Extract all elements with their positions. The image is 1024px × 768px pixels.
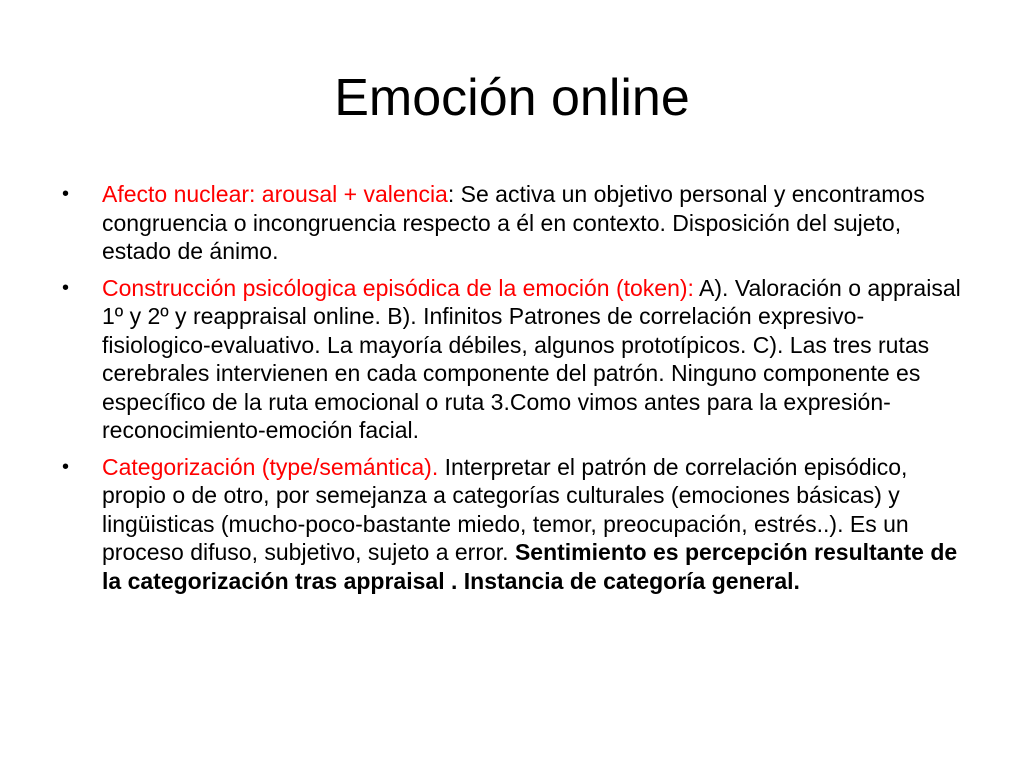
bullet-text: A). Valoración o appraisal 1º y 2º y reappraisal online. B). Infinitos Patrones de correlación expresivo-fisiologico-evaluativo. La mayoría débiles, algunos prototípicos. C). Las tres rutas cerebrales intervienen en cada componente del patrón. Ninguno componente es específico de la ruta emocional o ruta 3.Como vimos antes para la expresión-reconocimiento-emoción facial. — [102, 274, 961, 443]
bullet-list — [62, 180, 962, 603]
bullet-icon: • — [62, 455, 70, 478]
bullet-bold-text: Sentimiento es percepción resultante de la categorización tras appraisal . Instancia de categoría general. — [102, 539, 958, 594]
bullet-item-categorization — [62, 453, 962, 596]
slide-title: Emoción online — [334, 69, 690, 127]
bullet-text: : Se activa un objetivo personal y encontramos congruencia o incongruencia respecto a él en contexto. Disposición del sujeto, estado de ánimo. — [102, 181, 925, 264]
bullet-item-construction — [62, 274, 962, 445]
bullet-lead: Afecto nuclear: arousal + valencia — [102, 181, 448, 207]
bullet-icon: • — [62, 183, 70, 205]
bullet-lead: Categorización (type/semántica). — [102, 453, 439, 480]
bullet-icon: • — [62, 276, 70, 299]
bullet-text: Interpretar el patrón de correlación episódico, propio o de otro, por semejanza a categorías culturales (emociones básicas) y lingüisticas (mucho-poco-bastante miedo, temor, preocupación, estrés..). Es un proceso difuso, subjetivo, sujeto a error. — [102, 453, 909, 565]
bullet-lead: Construcción psicólogica episódica de la emoción (token): — [102, 274, 694, 301]
bullet-item-affect — [62, 180, 962, 266]
